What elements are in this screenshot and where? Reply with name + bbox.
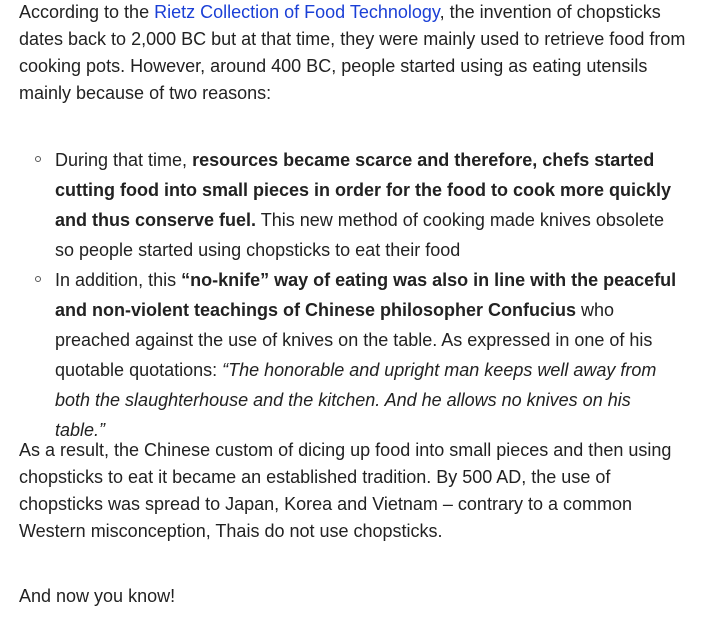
confucius-quote: “The honorable and upright man keeps well away from both the slaughterhouse and the kitchen. And he allows no knives on his table.” [55, 360, 657, 440]
intro-text-end: , the invention of chopsticks dates back to 2,000 BC but at that time, they were mainly used to retrieve food from cooking pots. However, around 400 BC, people started using as eating utensils mainly because of two reasons: [19, 2, 686, 103]
conclusion-paragraph: As a result, the Chinese custom of dicing up food into small pieces and then using chopsticks to eat it became an established tradition. By 500 AD, the use of chopsticks was spread to Japan, Korea and Vietnam – contrary to a common Western misconception, Thais do not use chopsticks. [19, 440, 672, 541]
circle-bullet-icon [35, 156, 41, 162]
reasons-list [0, 145, 717, 445]
list-item-confucius-pre: In addition, this [55, 270, 182, 290]
intro-text-start: According to the [19, 2, 155, 22]
list-item-fuel-post: This new method of cooking made knives obsolete so people started using chopsticks to eat their food [55, 210, 664, 260]
circle-bullet-icon [35, 276, 41, 282]
closing-line: And now you know! [19, 586, 176, 606]
list-item-confucius [0, 265, 717, 445]
list-item-fuel-bold: resources became scarce and therefore, chefs started cutting food into small pieces in order for the food to cook more quickly and thus conserve fuel. [55, 150, 672, 230]
list-item-fuel-pre: During that time, [55, 150, 193, 170]
list-item-fuel [0, 145, 717, 265]
list-item-confucius-post: who preached against the use of knives on the table. As expressed in one of his quotable quotations: [55, 300, 653, 380]
intro-paragraph [19, 0, 689, 107]
rietz-collection-link[interactable]: Rietz Collection of Food Technology [154, 2, 440, 22]
list-item-confucius-bold: “no-knife” way of eating was also in line with the peaceful and non-violent teachings of Chinese philosopher Confucius [55, 270, 677, 320]
